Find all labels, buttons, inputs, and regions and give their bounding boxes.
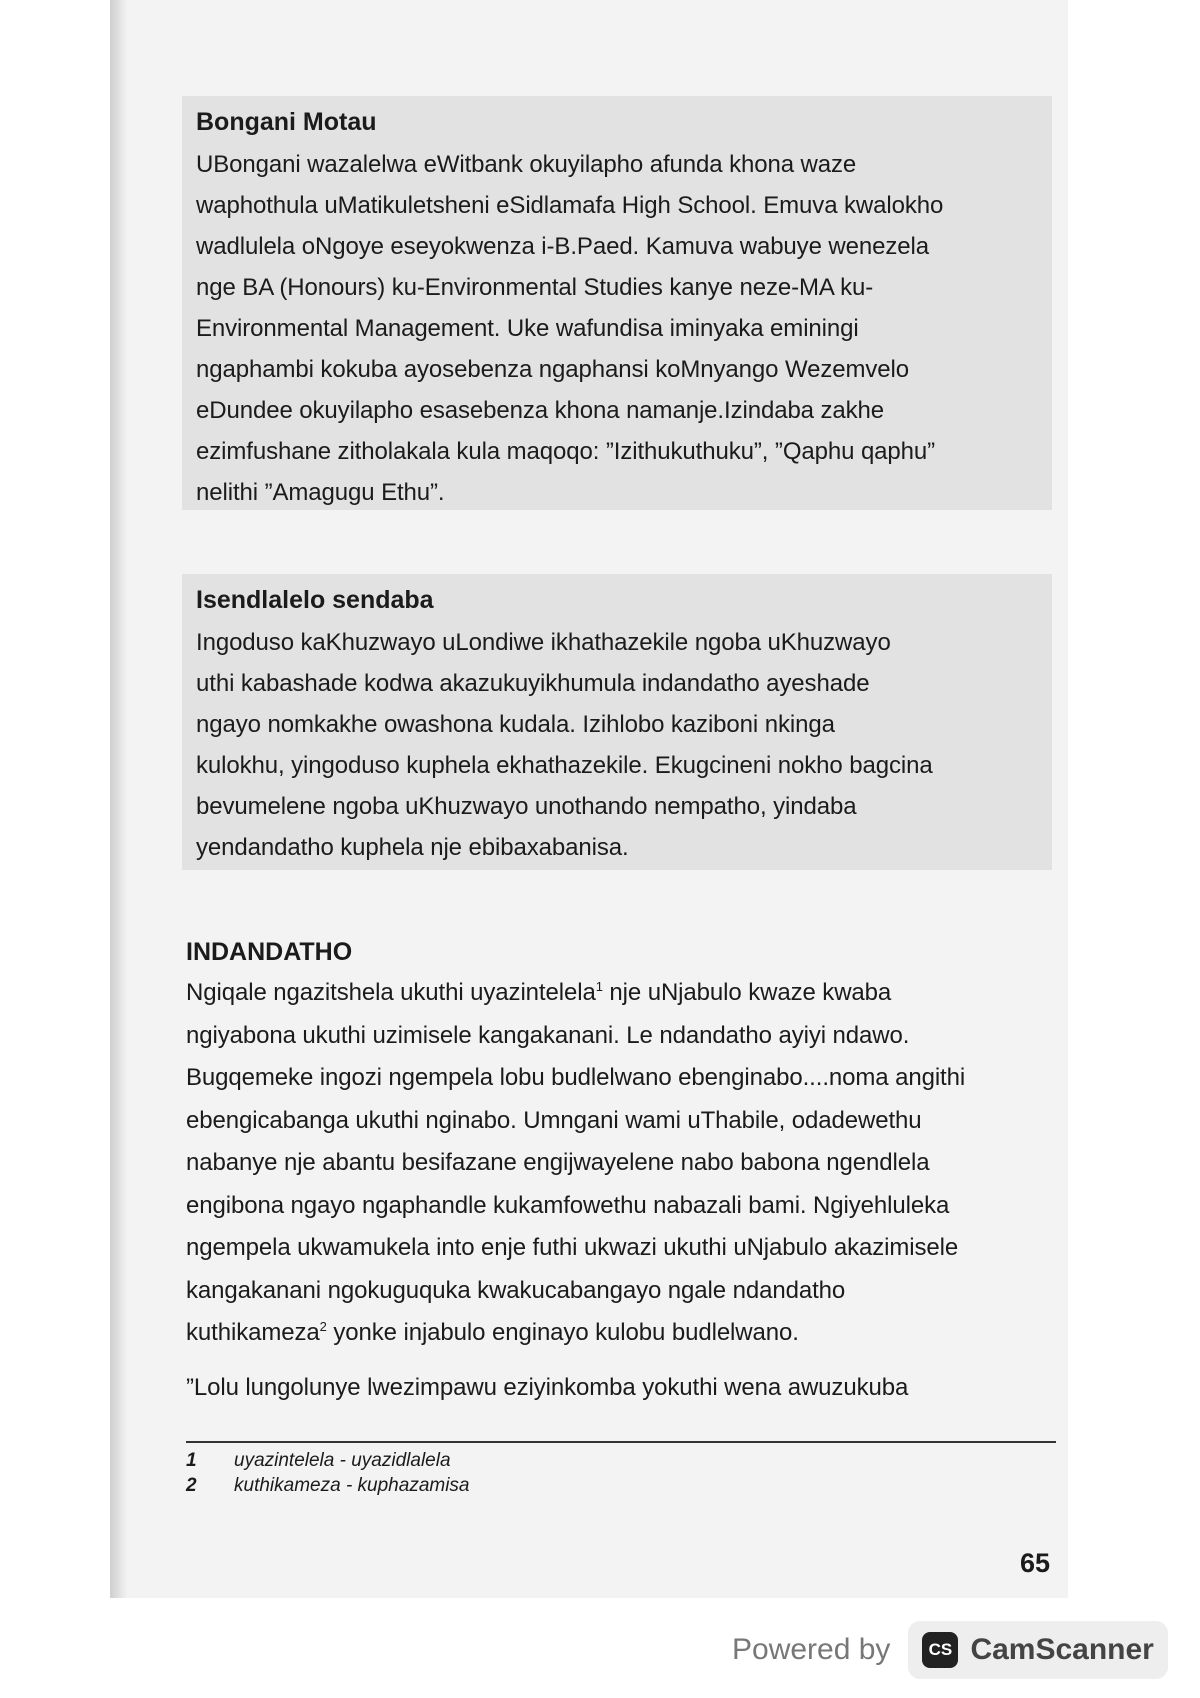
summary-line: Ingoduso kaKhuzwayo uLondiwe ikhathazekile ngoba uKhuzwayo <box>196 629 891 656</box>
footnote-text: kuthikameza - kuphazamisa <box>234 1475 470 1496</box>
author-bio-line: nge BA (Honours) ku-Environmental Studies kanye neze-MA ku- <box>196 274 874 301</box>
author-bio-line: nelithi ”Amagugu Ethu”. <box>196 479 445 506</box>
summary-line: kulokhu, yingoduso kuphela ekhathazekile. Ekugcineni nokho bagcina <box>196 752 933 779</box>
footnote-number: 2 <box>186 1475 197 1496</box>
story-line: nabanye nje abantu besifazane engijwayelene nabo babona ngendlela <box>186 1149 930 1176</box>
summary-line: bevumelene ngoba uKhuzwayo unothando nempatho, yindaba <box>196 793 857 820</box>
author-bio-line: eDundee okuyilapho esasebenza khona namanje.Izindaba zakhe <box>196 397 885 424</box>
footnote <box>186 1448 786 1473</box>
story-text: nje uNjabulo kwaze kwaba <box>602 979 892 1006</box>
story-body <box>186 936 1056 1409</box>
camscanner-brand: CamScanner <box>970 1633 1154 1666</box>
story-line: ”Lolu lungolunye lwezimpawu eziyinkomba yokuthi wena awuzukuba <box>186 1373 909 1401</box>
story-line: ngempela ukwamukela into enje futhi ukwazi ukuthi uNjabulo akazimisele <box>186 1234 959 1261</box>
footnote-divider <box>186 1441 1056 1443</box>
author-bio-line: Environmental Management. Uke wafundisa iminyaka eminingi <box>196 315 859 342</box>
author-name-heading: Bongani Motau <box>196 108 377 136</box>
summary-line: ngayo nomkakhe owashona kudala. Izihlobo kaziboni nkinga <box>196 711 835 738</box>
footnote <box>186 1473 786 1498</box>
story-text: kuthikameza <box>186 1319 320 1346</box>
camscanner-logo-icon: CS <box>922 1632 958 1668</box>
camscanner-badge <box>908 1621 1167 1679</box>
footnotes <box>186 1448 786 1498</box>
author-bio-box <box>182 96 1052 510</box>
author-bio-line: ezimfushane zitholakala kula maqoqo: ”Izithukuthuku”, ”Qaphu qaphu” <box>196 438 936 465</box>
story-text: yonke injabulo enginayo kulobu budlelwano. <box>326 1319 799 1346</box>
camscanner-watermark <box>732 1620 1172 1680</box>
story-line: ngiyabona ukuthi uzimisele kangakanani. Le ndandatho ayiyi ndawo. <box>186 1021 910 1049</box>
author-bio-line: UBongani wazalelwa eWitbank okuyilapho afunda khona waze <box>196 151 857 178</box>
powered-by-text: Powered by <box>732 1633 891 1666</box>
summary-line: uthi kabashade kodwa akazukuyikhumula indandatho ayeshade <box>196 670 870 697</box>
author-bio-line: ngaphambi kokuba ayosebenza ngaphansi koMnyango Wezemvelo <box>196 356 909 383</box>
footnote-ref: 2 <box>319 1319 327 1334</box>
story-summary-box <box>182 574 1052 870</box>
story-line: Bugqemeke ingozi ngempela lobu budlelwano ebenginabo....noma angithi <box>186 1064 966 1091</box>
footnote-number: 1 <box>186 1450 197 1471</box>
story-line: engibona ngayo ngaphandle kukamfowethu nabazali bami. Ngiyehluleka <box>186 1191 950 1219</box>
summary-line: yendandatho kuphela nje ebibaxabanisa. <box>196 834 629 861</box>
author-bio-line: waphothula uMatikuletsheni eSidlamafa High School. Emuva kwalokho <box>196 192 944 219</box>
summary-heading: Isendlalelo sendaba <box>196 586 434 614</box>
page-number: 65 <box>1020 1548 1051 1578</box>
author-bio-line: wadlulela oNgoye eseyokwenza i-B.Paed. Kamuva wabuye wenezela <box>196 233 930 260</box>
story-line: ebengicabanga ukuthi nginabo. Umngani wami uThabile, odadewethu <box>186 1106 922 1134</box>
story-line <box>186 1312 1056 1355</box>
footnote-text: uyazintelela - uyazidlalela <box>234 1450 451 1471</box>
story-line: kangakanani ngokuguquka kwakucabangayo ngale ndandatho <box>186 1276 846 1304</box>
story-title: INDANDATHO <box>186 938 353 966</box>
footnote-ref: 1 <box>595 979 603 994</box>
story-text: Ngiqale ngazitshela ukuthi uyazintelela <box>186 979 596 1006</box>
book-spine-shadow <box>110 0 128 1598</box>
story-line <box>186 972 1056 1015</box>
